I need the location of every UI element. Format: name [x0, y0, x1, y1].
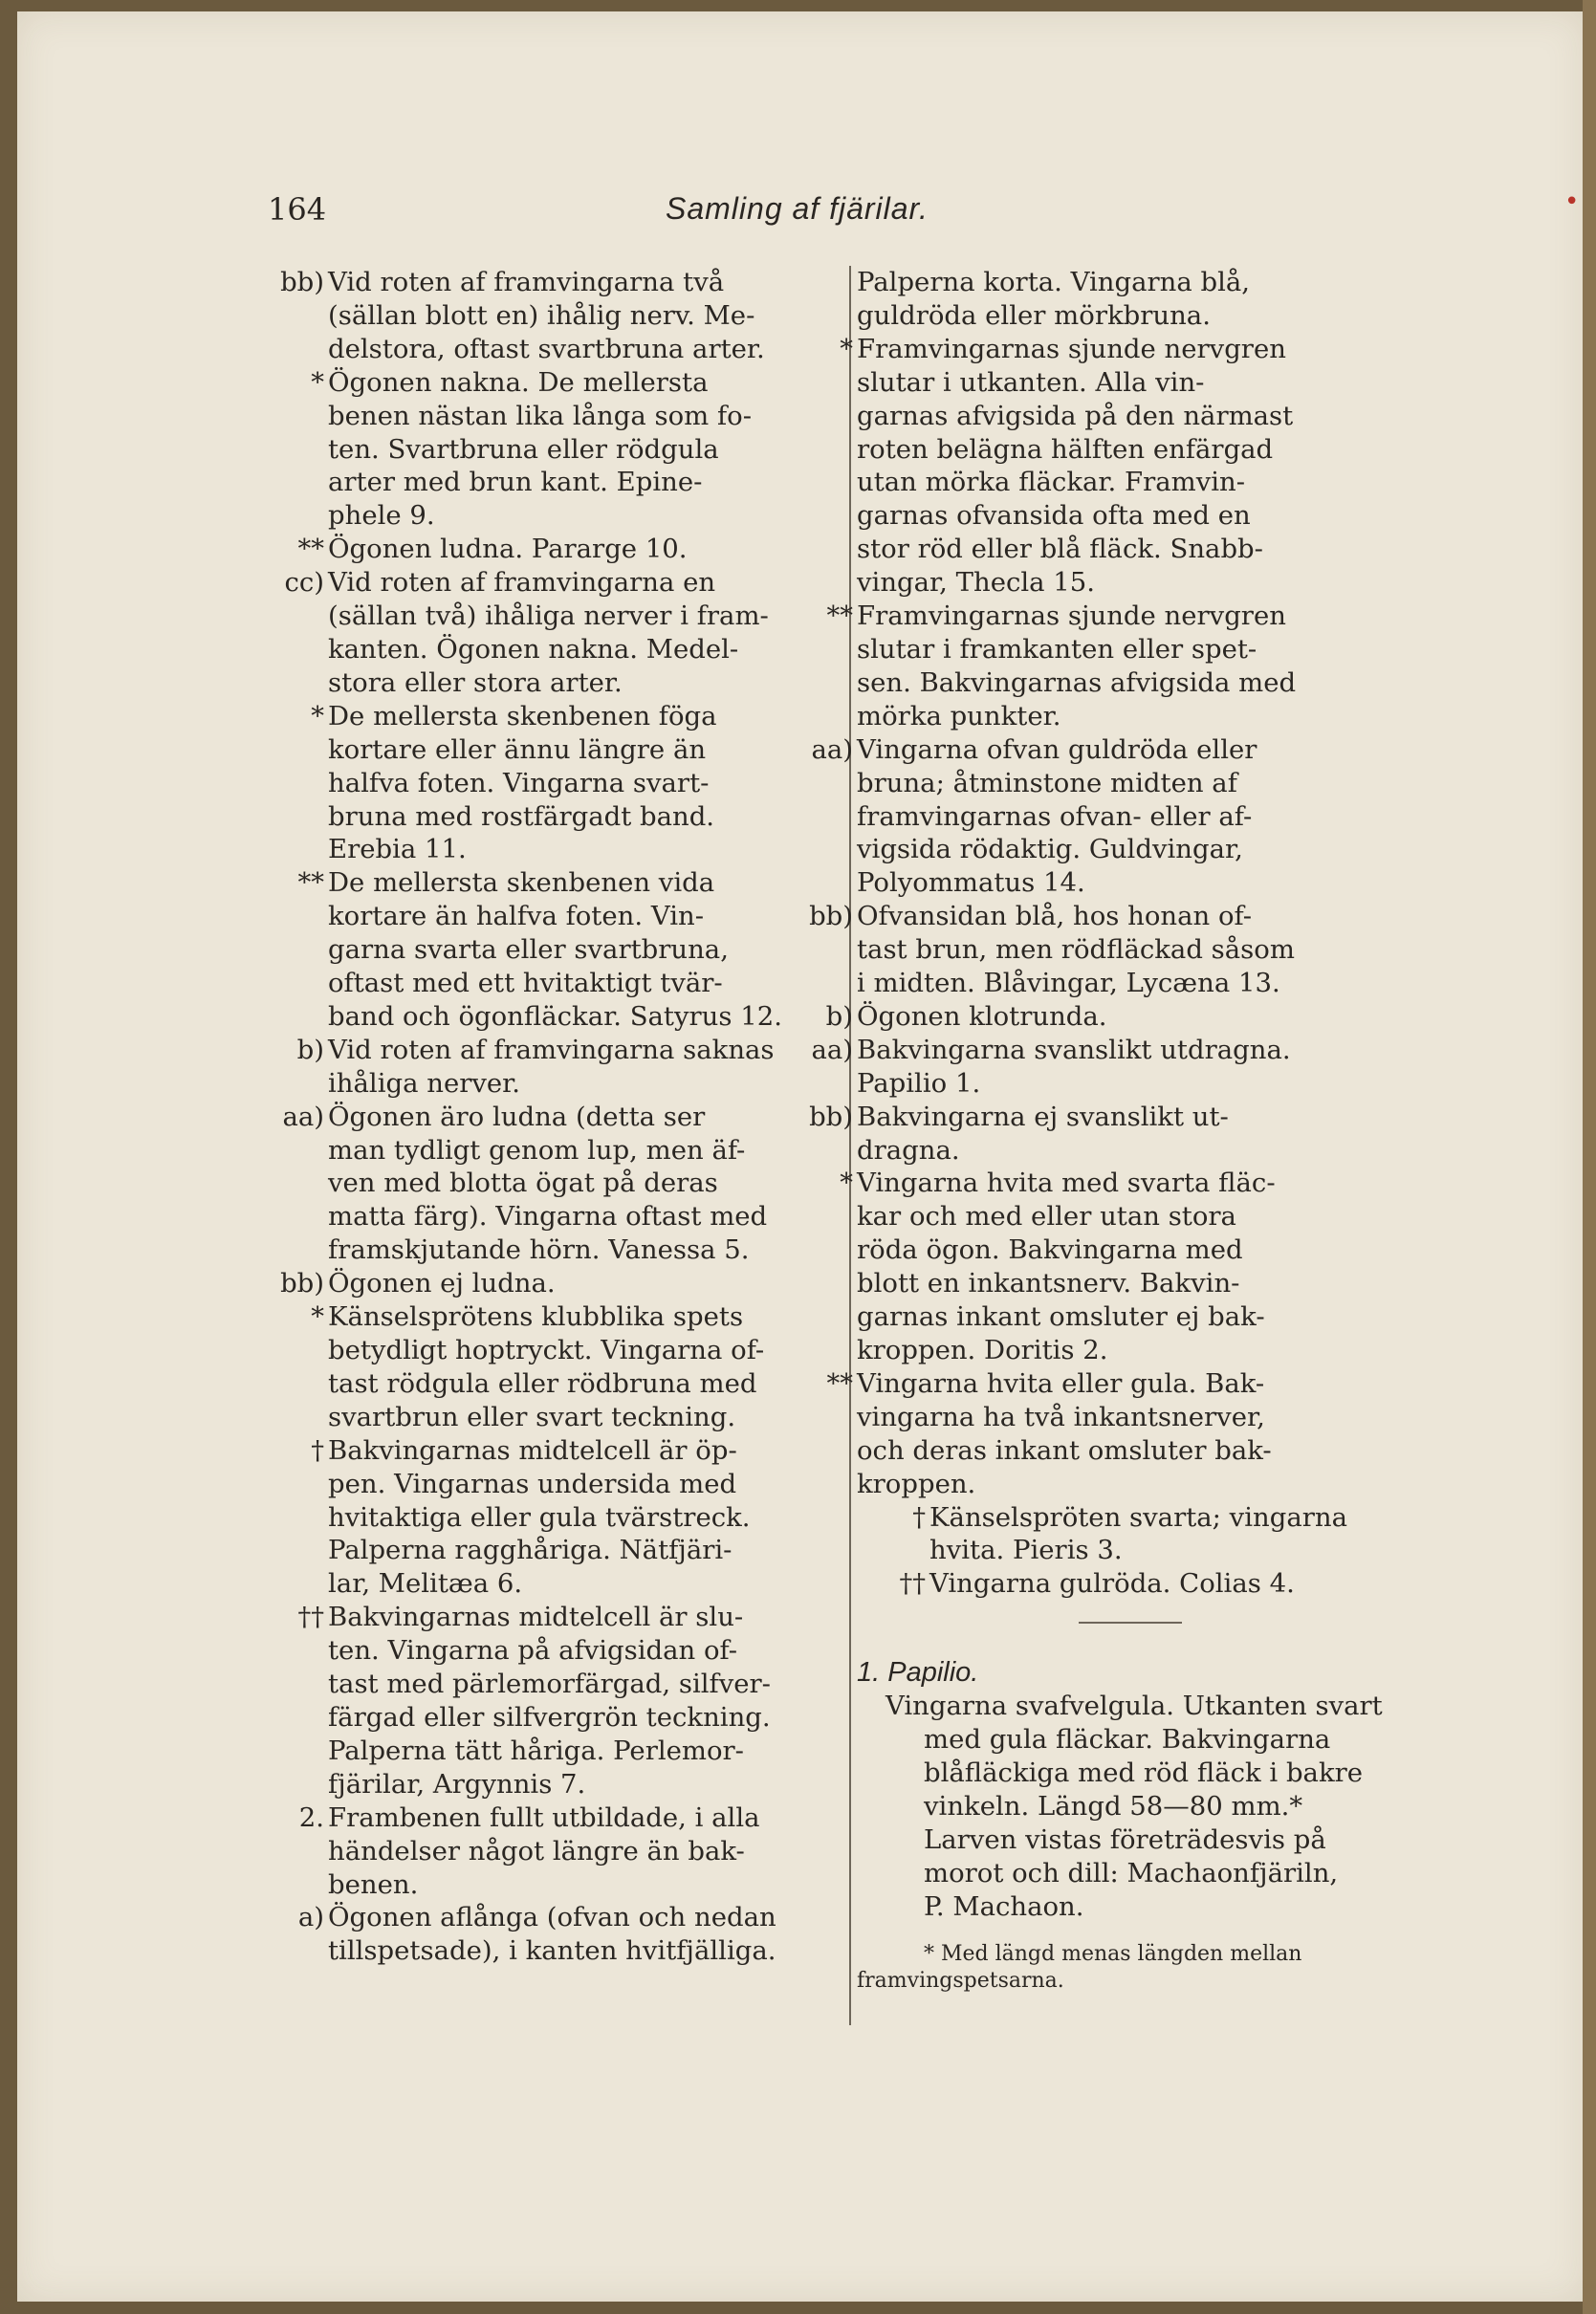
line-text: Ögonen aflånga (ofvan och nedan — [328, 1902, 776, 1933]
text-line — [857, 299, 1416, 333]
line-text: betydligt hoptryckt. Vingarna of- — [328, 1335, 765, 1365]
line-text: vingar, Thecla 15. — [857, 567, 1096, 599]
text-line — [284, 566, 842, 600]
line-text: halfva foten. Vingarna svart- — [328, 767, 710, 798]
section-line: vinkeln. Längd 58—80 mm.* — [924, 1790, 1303, 1822]
line-text: oftast med ett hvitaktigt tvär- — [328, 968, 723, 999]
text-line — [857, 967, 1416, 1000]
key-lines — [809, 266, 1416, 1601]
line-text: mörka punkter. — [857, 700, 1061, 731]
text-line — [328, 1934, 842, 1968]
line-text: färgad eller silfvergrön teckning. — [328, 1701, 771, 1733]
line-text: kar och med eller utan stora — [857, 1201, 1236, 1233]
text-line — [328, 1701, 842, 1735]
line-marker: * — [311, 366, 324, 398]
text-line — [328, 1200, 842, 1233]
line-text: Ögonen klotrunda. — [857, 1000, 1107, 1032]
line-text: guldröda eller mörkbruna. — [857, 299, 1211, 331]
text-line — [328, 400, 842, 433]
line-text: kroppen. Doritis 2. — [857, 1335, 1108, 1365]
section-line: Larven vistas företrädesvis på — [924, 1823, 1326, 1855]
section-line: P. Machaon. — [924, 1890, 1084, 1922]
text-line — [826, 600, 1416, 633]
line-marker: bb) — [280, 1268, 324, 1299]
right-column — [809, 266, 1416, 1995]
text-line — [857, 1567, 1416, 1601]
text-line — [297, 866, 842, 900]
text-line — [328, 1768, 842, 1801]
line-text: och deras inkant omsluter bak- — [857, 1434, 1272, 1466]
line-text: i midten. Blåvingar, Lycæna 13. — [857, 968, 1280, 999]
running-title: Samling af fjärilar. — [666, 191, 929, 226]
line-marker: aa) — [811, 733, 853, 765]
line-text: Bakvingarnas midtelcell är öp- — [328, 1434, 737, 1466]
text-line — [328, 666, 842, 700]
section-title: 1. Papilio. — [857, 1657, 979, 1689]
section-line: med gula fläckar. Bakvingarna — [924, 1724, 1331, 1756]
section-line: Vingarna svafvelgula. Utkanten svart — [885, 1691, 1383, 1722]
text-line — [328, 800, 842, 834]
line-text: tast rödgula eller rödbruna med — [328, 1367, 757, 1399]
text-line — [328, 767, 842, 800]
line-text: ven med blotta ögat på deras — [328, 1168, 718, 1199]
line-text: Vingarna hvita med svarta fläc- — [857, 1168, 1276, 1199]
text-line — [311, 700, 842, 733]
text-line — [280, 1267, 842, 1300]
line-text: delstora, oftast svartbruna arter. — [328, 333, 765, 364]
text-line — [857, 633, 1416, 666]
text-line — [328, 1468, 842, 1501]
text-line — [857, 833, 1416, 866]
line-marker: bb) — [809, 901, 853, 932]
line-text: Känselspröten svarta; vingarna — [929, 1501, 1347, 1533]
text-line — [328, 1233, 842, 1267]
line-text: Polyommatus 14. — [857, 867, 1085, 899]
text-line — [311, 1434, 842, 1468]
section-line: blåfläckiga med röd fläck i bakre — [924, 1757, 1364, 1788]
line-text: man tydligt genom lup, men äf- — [328, 1134, 746, 1166]
text-line — [328, 299, 842, 333]
line-text: Ögonen nakna. De mellersta — [328, 366, 709, 398]
text-line — [328, 466, 842, 499]
line-text: tast brun, men rödfläckad såsom — [857, 934, 1295, 966]
text-line — [857, 866, 1416, 900]
line-text: Vingarna hvita eller gula. Bak- — [857, 1367, 1265, 1399]
text-line — [328, 633, 842, 666]
line-marker: b) — [825, 1000, 853, 1032]
text-line — [298, 1801, 842, 1835]
page-header — [17, 187, 1585, 229]
line-marker: aa) — [811, 1034, 853, 1065]
line-text: (sällan två) ihåliga nerver i fram- — [328, 600, 769, 632]
line-text: Vid roten af framvingarna saknas — [328, 1034, 775, 1065]
text-line — [857, 1434, 1416, 1468]
line-text: bruna med rostfärgadt band. — [328, 800, 715, 832]
line-text: ten. Svartbruna eller rödgula — [328, 433, 719, 465]
text-line — [857, 266, 1416, 299]
text-line — [328, 1634, 842, 1668]
line-text: De mellersta skenbenen föga — [328, 700, 717, 731]
line-marker: ** — [826, 1367, 853, 1399]
line-text: Vingarna ofvan guldröda eller — [857, 733, 1257, 765]
line-marker: 2. — [298, 1801, 324, 1833]
text-line — [857, 566, 1416, 600]
line-text: lar, Melitæa 6. — [328, 1568, 523, 1600]
footnote — [857, 1941, 1416, 1995]
line-text: blott en inkantsnerv. Bakvin- — [857, 1268, 1240, 1299]
line-text: arter med brun kant. Epine- — [328, 467, 703, 498]
line-text: hvitaktiga eller gula tvärstreck. — [328, 1501, 751, 1533]
line-text: Ögonen ludna. Pararge 10. — [328, 534, 688, 565]
line-text: benen. — [328, 1868, 419, 1900]
text-line — [328, 333, 842, 366]
left-column — [280, 266, 842, 1968]
line-marker: bb) — [280, 267, 324, 297]
line-marker: a) — [297, 1902, 324, 1933]
text-line — [857, 933, 1416, 967]
line-text: kanten. Ögonen nakna. Medel- — [328, 633, 739, 665]
text-line — [297, 1601, 842, 1634]
line-text: Vid roten af framvingarna två — [328, 267, 725, 297]
text-line — [311, 1300, 842, 1334]
text-line — [857, 1468, 1416, 1501]
text-line — [857, 433, 1416, 467]
line-text: Framvingarnas sjunde nervgren — [857, 333, 1286, 364]
line-text: Känselsprötens klubblika spets — [328, 1301, 744, 1333]
line-text: Ögonen äro ludna (detta ser — [328, 1101, 706, 1132]
line-text: slutar i framkanten eller spet- — [857, 633, 1257, 665]
line-text: tast med pärlemorfärgad, silfver- — [328, 1669, 771, 1700]
text-line — [311, 366, 842, 400]
line-text: röda ögon. Bakvingarna med — [857, 1234, 1243, 1266]
page-number: 164 — [268, 191, 327, 228]
line-text: vingarna ha två inkantsnerver, — [857, 1401, 1265, 1432]
text-line — [328, 1401, 842, 1434]
text-line — [857, 400, 1416, 433]
line-text: tillspetsade), i kanten hvitfjälliga. — [328, 1935, 776, 1967]
text-line — [328, 1134, 842, 1168]
line-marker: * — [840, 1168, 853, 1199]
text-line — [328, 1567, 842, 1601]
text-line — [282, 1101, 842, 1134]
line-text: kroppen. — [857, 1468, 976, 1499]
line-text: vigsida rödaktig. Guldvingar, — [857, 834, 1243, 865]
text-line — [840, 333, 1416, 366]
line-text: benen nästan lika långa som fo- — [328, 400, 752, 431]
text-line — [826, 1367, 1416, 1401]
text-line — [328, 1067, 842, 1101]
text-line — [809, 1101, 1416, 1134]
text-line — [328, 1868, 842, 1902]
text-line — [857, 1534, 1416, 1567]
line-text: Ofvansidan blå, hos honan of- — [857, 901, 1252, 932]
line-text: Papilio 1. — [857, 1067, 981, 1099]
line-marker: † — [311, 1434, 324, 1466]
footnote-line: framvingspetsarna. — [857, 1968, 1064, 1993]
line-text: Palperna korta. Vingarna blå, — [857, 267, 1251, 297]
line-marker: cc) — [284, 567, 324, 599]
line-text: Frambenen fullt utbildade, i alla — [328, 1801, 760, 1833]
line-text: (sällan blott en) ihålig nerv. Me- — [328, 299, 755, 331]
line-marker: ** — [297, 867, 324, 899]
text-line — [857, 767, 1416, 800]
line-text: slutar i utkanten. Alla vin- — [857, 366, 1205, 398]
text-line — [857, 499, 1416, 533]
line-text: ten. Vingarna på afvigsidan of- — [328, 1635, 738, 1667]
book-edge — [1583, 0, 1596, 2314]
text-line — [857, 1267, 1416, 1300]
book-page — [17, 11, 1591, 2302]
line-text: Palperna ragghåriga. Nätfjäri- — [328, 1535, 732, 1566]
line-text: garnas afvigsida på den närmast — [857, 400, 1294, 431]
text-line — [328, 1367, 842, 1401]
column-divider — [849, 266, 851, 2025]
ink-dot: • — [1564, 187, 1580, 216]
line-text: kortare än halfva foten. Vin- — [328, 901, 705, 932]
line-text: hvita. Pieris 3. — [929, 1535, 1123, 1566]
text-line — [857, 1233, 1416, 1267]
line-marker: †† — [899, 1568, 926, 1600]
line-text: Palperna tätt håriga. Perlemor- — [328, 1735, 744, 1766]
line-marker: * — [840, 333, 853, 364]
text-line — [809, 900, 1416, 933]
line-text: Vid roten af framvingarna en — [328, 567, 716, 599]
line-text: svartbrun eller svart teckning. — [328, 1401, 736, 1432]
line-text: framskjutande hörn. Vanessa 5. — [328, 1234, 750, 1266]
line-text: Vingarna gulröda. Colias 4. — [929, 1568, 1295, 1600]
line-text: De mellersta skenbenen vida — [328, 867, 715, 899]
text-line — [328, 900, 842, 933]
line-marker: † — [912, 1501, 926, 1533]
text-line — [328, 600, 842, 633]
line-text: dragna. — [857, 1134, 960, 1166]
section-body — [857, 1690, 1416, 1923]
text-line — [297, 533, 842, 566]
line-text: kortare eller ännu längre än — [328, 733, 707, 765]
line-marker: ** — [826, 600, 853, 632]
line-text: matta färg). Vingarna oftast med — [328, 1201, 768, 1233]
line-marker: b) — [296, 1034, 324, 1065]
line-marker: * — [311, 1301, 324, 1333]
line-text: phele 9. — [328, 500, 435, 532]
line-text: Framvingarnas sjunde nervgren — [857, 600, 1286, 632]
text-line — [296, 1034, 842, 1067]
text-line — [297, 1901, 842, 1934]
text-line — [857, 533, 1416, 566]
line-marker: bb) — [809, 1101, 853, 1132]
text-line — [328, 833, 842, 866]
line-text: band och ögonfläckar. Satyrus 12. — [328, 1000, 782, 1032]
text-line — [857, 1501, 1416, 1535]
text-line — [857, 1334, 1416, 1367]
text-line — [857, 1401, 1416, 1434]
text-line — [857, 700, 1416, 733]
text-line — [857, 1200, 1416, 1233]
section-separator — [1079, 1622, 1182, 1624]
text-line — [328, 933, 842, 967]
line-text: ihåliga nerver. — [328, 1067, 521, 1099]
line-text: framvingarnas ofvan- eller af- — [857, 800, 1253, 832]
text-line — [857, 1300, 1416, 1334]
line-text: pen. Vingarnas undersida med — [328, 1468, 737, 1499]
line-text: fjärilar, Argynnis 7. — [328, 1768, 586, 1800]
line-text: Bakvingarna svanslikt utdragna. — [857, 1034, 1291, 1065]
text-line — [328, 1668, 842, 1701]
text-line — [328, 433, 842, 467]
text-line — [280, 266, 842, 299]
line-text: händelser något längre än bak- — [328, 1835, 745, 1866]
line-text: stora eller stora arter. — [328, 666, 623, 698]
line-text: bruna; åtminstone midten af — [857, 767, 1237, 798]
line-text: Bakvingarna ej svanslikt ut- — [857, 1101, 1229, 1132]
text-line — [857, 466, 1416, 499]
line-text: utan mörka fläckar. Framvin- — [857, 467, 1246, 498]
line-marker: * — [311, 700, 324, 731]
section-line: morot och dill: Machaonfjäriln, — [924, 1857, 1339, 1888]
text-line — [857, 800, 1416, 834]
line-text: garnas ofvansida ofta med en — [857, 500, 1251, 532]
line-text: garna svarta eller svartbruna, — [328, 934, 729, 966]
text-line — [328, 967, 842, 1000]
line-marker: †† — [297, 1602, 324, 1633]
text-line — [328, 1735, 842, 1768]
text-line — [857, 1067, 1416, 1101]
text-line — [840, 1167, 1416, 1200]
footnote-line: * Med längd menas längden mellan — [924, 1941, 1302, 1966]
text-line — [328, 733, 842, 767]
text-line — [811, 1034, 1416, 1067]
line-text: Erebia 11. — [328, 834, 467, 865]
text-line — [857, 366, 1416, 400]
text-line — [328, 1534, 842, 1567]
line-text: Ögonen ej ludna. — [328, 1268, 556, 1299]
line-marker: aa) — [282, 1101, 324, 1132]
text-line — [328, 1000, 842, 1034]
text-line — [328, 1334, 842, 1367]
line-text: sen. Bakvingarnas afvigsida med — [857, 666, 1297, 698]
text-line — [328, 1167, 842, 1200]
line-text: Bakvingarnas midtelcell är slu- — [328, 1602, 744, 1633]
line-marker: ** — [297, 534, 324, 565]
text-line — [825, 1000, 1416, 1034]
text-line — [857, 1134, 1416, 1168]
line-text: garnas inkant omsluter ej bak- — [857, 1301, 1265, 1333]
text-line — [328, 499, 842, 533]
text-line — [328, 1501, 842, 1535]
text-line — [811, 733, 1416, 767]
line-text: stor röd eller blå fläck. Snabb- — [857, 534, 1263, 565]
line-text: roten belägna hälften enfärgad — [857, 433, 1274, 465]
text-line — [328, 1835, 842, 1868]
text-line — [857, 666, 1416, 700]
